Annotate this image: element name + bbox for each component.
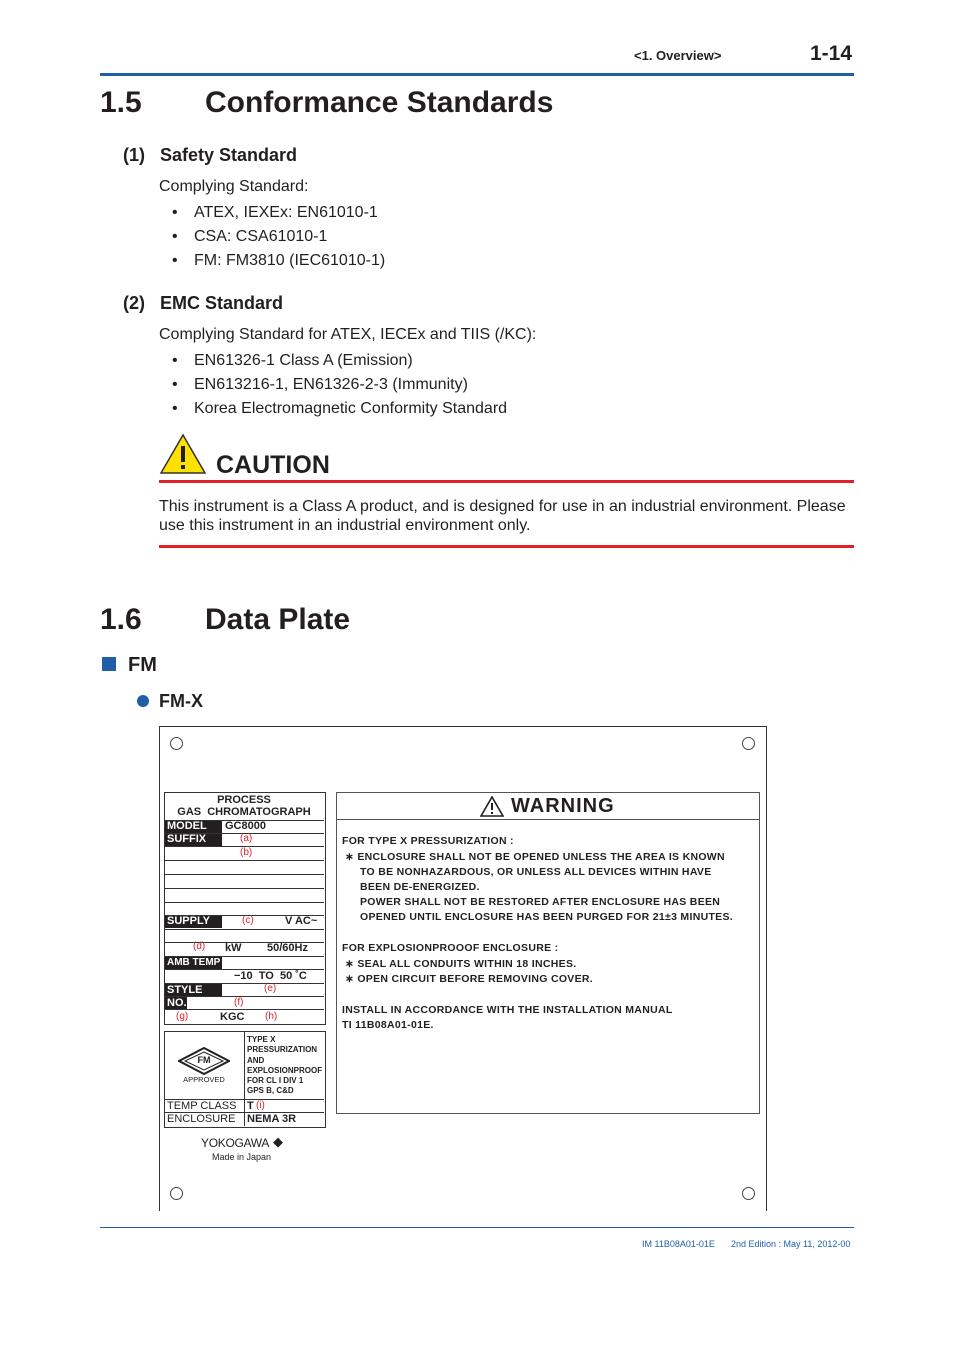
header-page-number: 1-14: [810, 42, 853, 65]
enclosure-label: ENCLOSURE: [167, 1113, 236, 1125]
approved-text: APPROVED: [183, 1075, 225, 1084]
screw-hole-icon: [742, 1187, 755, 1200]
footer-edition: 2nd Edition : May 11, 2012-00: [731, 1239, 851, 1249]
fm-heading: FM: [128, 654, 157, 676]
callout-i: (i): [256, 1100, 265, 1111]
model-value: GC8000: [225, 820, 266, 832]
warning-line: OPENED UNTIL ENCLOSURE HAS BEEN PURGED FOR 21±3 MINUTES.: [360, 911, 733, 923]
warning-line: ∗ SEAL ALL CONDUITS WITHIN 18 INCHES.: [345, 958, 577, 970]
warning-title: WARNING: [511, 795, 615, 817]
approval-details: TYPE X PRESSURIZATION AND EXPLOSIONPROOF FOR CL I DIV 1 GPS B, C&D: [247, 1035, 323, 1096]
section-number: 1.6: [100, 603, 142, 636]
plate-title-1: PROCESS: [217, 794, 271, 806]
circle-bullet-icon: [137, 695, 149, 707]
callout-h: (h): [265, 1011, 278, 1022]
warning-line: TO BE NONHAZARDOUS, OR UNLESS ALL DEVICES WITHIN HAVE: [360, 866, 712, 878]
screw-hole-icon: [742, 737, 755, 750]
caution-bottom-rule: [159, 545, 854, 548]
warning-line: ∗ OPEN CIRCUIT BEFORE REMOVING COVER.: [345, 973, 594, 985]
warning-line: ∗ ENCLOSURE SHALL NOT BE OPENED UNLESS THE AREA IS KNOWN: [345, 851, 725, 863]
footer-rule: [100, 1227, 854, 1228]
caution-text-line1: This instrument is a Class A product, and is designed for use in an industrial environment. Please: [159, 498, 846, 515]
callout-e: (e): [264, 983, 277, 994]
screw-hole-icon: [170, 1187, 183, 1200]
plate-title-2: GAS CHROMATOGRAPH: [177, 806, 311, 818]
temp-range: −10 TO 50 ˚C: [234, 970, 307, 982]
header-chapter: <1. Overview>: [634, 48, 722, 63]
safety-standard-heading: (1) Safety Standard: [123, 145, 298, 165]
warning-line: FOR TYPE X PRESSURIZATION :: [342, 835, 514, 847]
section-number: 1.5: [100, 86, 142, 119]
footer-doc-id: IM 11B08A01-01E: [642, 1239, 715, 1249]
amb-temp-label: AMB TEMP: [167, 957, 221, 968]
header-rule: [100, 73, 854, 76]
safety-intro: Complying Standard:: [159, 178, 309, 195]
warning-line: POWER SHALL NOT BE RESTORED AFTER ENCLOSURE HAS BEEN: [360, 896, 721, 908]
square-bullet-icon: [102, 657, 116, 671]
model-label: MODEL: [167, 820, 207, 832]
caution-text-line2: use this instrument in an industrial environment only.: [159, 517, 531, 534]
section-title: Data Plate: [205, 603, 351, 636]
manufacturer-name: YOKOGAWA: [201, 1136, 270, 1150]
supply-unit: V AC~: [285, 915, 318, 927]
serial-no-label: NO.: [167, 997, 187, 1009]
power-unit: kW: [225, 942, 242, 954]
caution-top-rule: [159, 480, 854, 483]
caution-title: CAUTION: [216, 451, 330, 479]
emc-intro: Complying Standard for ATEX, IECEx and TIIS (/KC):: [159, 326, 537, 343]
suffix-label: SUFFIX: [167, 833, 207, 845]
temp-class-value: T: [247, 1100, 254, 1112]
warning-line: TI 11B08A01-01E.: [342, 1019, 434, 1031]
warning-line: BEEN DE-ENERGIZED.: [360, 881, 480, 893]
caution-warning-icon: [159, 433, 207, 475]
kgc-mark: KGC: [220, 1011, 245, 1023]
callout-f: (f): [234, 997, 244, 1008]
fm-logo-text: FM: [197, 1055, 211, 1065]
screw-hole-icon: [170, 737, 183, 750]
supply-label: SUPPLY: [167, 915, 211, 927]
warning-triangle-icon: [480, 796, 504, 817]
callout-b: (b): [240, 847, 253, 858]
enclosure-value: NEMA 3R: [247, 1113, 297, 1125]
made-in-text: Made in Japan: [212, 1152, 272, 1162]
warning-line: INSTALL IN ACCORDANCE WITH THE INSTALLATION MANUAL: [342, 1004, 673, 1016]
callout-d: (d): [193, 941, 206, 952]
temp-class-label: TEMP CLASS: [167, 1100, 237, 1112]
frequency: 50/60Hz: [267, 942, 308, 954]
emc-standard-heading: (2) EMC Standard: [123, 293, 284, 313]
style-label: STYLE: [167, 984, 203, 996]
warning-line: FOR EXPLOSIONPROOOF ENCLOSURE :: [342, 942, 559, 954]
fmx-heading: FM-X: [159, 691, 203, 711]
callout-c: (c): [242, 915, 254, 926]
yokogawa-diamond-icon: ◆: [273, 1134, 283, 1149]
callout-g: (g): [176, 1011, 189, 1022]
section-title: Conformance Standards: [205, 86, 554, 119]
callout-a: (a): [240, 833, 253, 844]
